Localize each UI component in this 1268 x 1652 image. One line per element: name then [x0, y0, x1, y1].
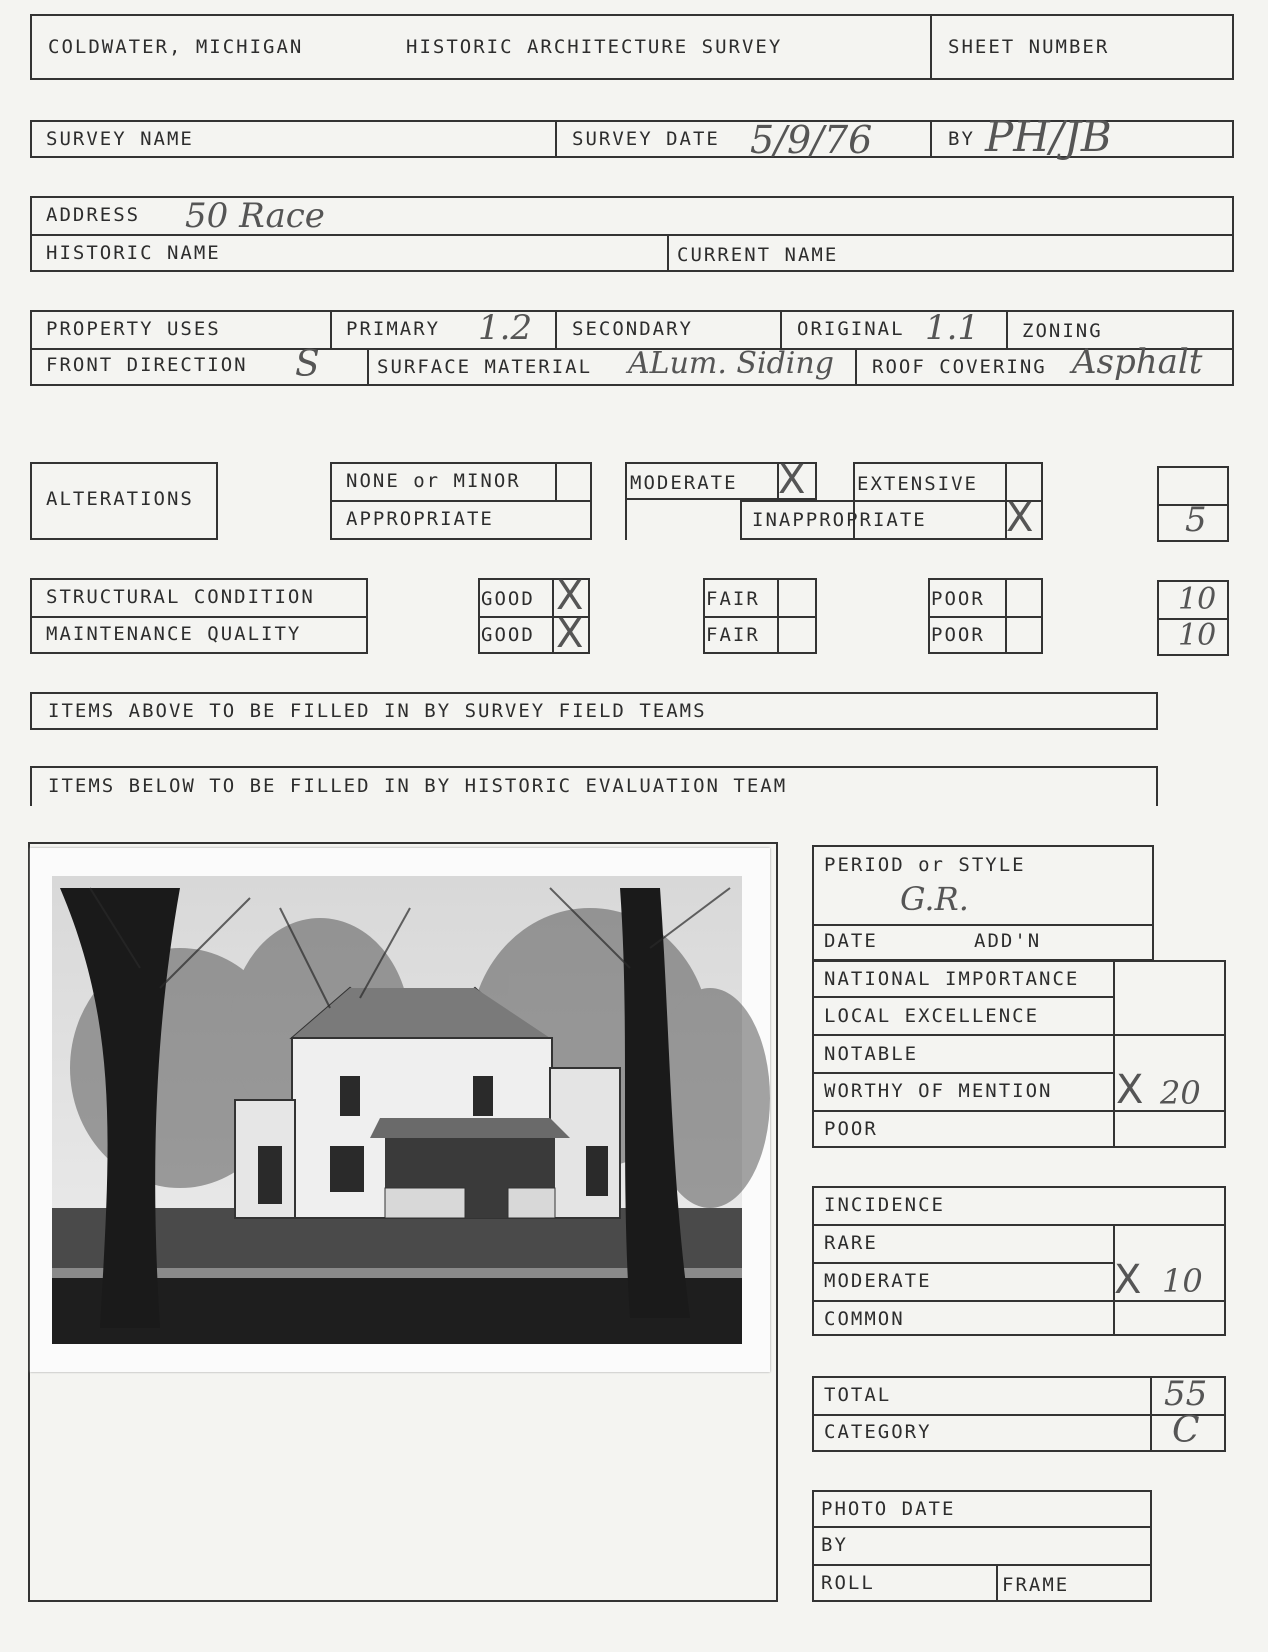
note-below: ITEMS BELOW TO BE FILLED IN BY HISTORIC EVALUATION TEAM — [48, 775, 788, 797]
maintenance-fair: FAIR — [706, 624, 760, 646]
condition-label-mid — [30, 616, 368, 618]
survey-date-value: 5/9/76 — [750, 118, 873, 162]
property-div2 — [555, 310, 557, 348]
worthy-mark: X — [1116, 1067, 1144, 1113]
importance-poor: POOR — [824, 1118, 878, 1140]
importance-row1 — [812, 996, 1114, 998]
totals-mid — [812, 1414, 1226, 1416]
header-title: HISTORIC ARCHITECTURE SURVEY — [406, 36, 783, 58]
alterations-appropriate: APPROPRIATE — [346, 508, 494, 530]
survey-date-label: SURVEY DATE — [572, 128, 720, 150]
photo-roll-label: ROLL — [821, 1572, 875, 1594]
structural-fair: FAIR — [706, 588, 760, 610]
total-value: 55 — [1164, 1374, 1208, 1414]
importance-row3 — [812, 1072, 1114, 1074]
incidence-moderate-mark: X — [1114, 1257, 1142, 1303]
surface-material-value: ALum. Siding — [628, 346, 834, 381]
structural-poor: POOR — [931, 588, 985, 610]
historic-name-label: HISTORIC NAME — [46, 242, 221, 264]
photo-date-label: PHOTO DATE — [821, 1498, 956, 1520]
structural-condition-label: STRUCTURAL CONDITION — [46, 586, 315, 608]
structural-score: 10 — [1178, 582, 1217, 617]
survey-by-label: BY — [948, 128, 975, 150]
maintenance-good: GOOD — [481, 624, 535, 646]
property-div1 — [330, 310, 332, 348]
maintenance-quality-label: MAINTENANCE QUALITY — [46, 623, 302, 645]
incidence-common: COMMON — [824, 1308, 905, 1330]
incidence-row3 — [812, 1300, 1226, 1302]
importance-check-col — [1113, 960, 1115, 1148]
roof-covering-value: Asphalt — [1072, 342, 1203, 382]
address-label: ADDRESS — [46, 204, 141, 226]
notable: NOTABLE — [824, 1043, 919, 1065]
alterations-inappropriate: INAPPROPRIATE — [752, 509, 927, 531]
roof-covering-label: ROOF COVERING — [872, 356, 1047, 378]
poor-check — [1005, 578, 1007, 654]
lower-bottom-edge — [28, 1600, 778, 1602]
lower-mid-edge — [776, 842, 778, 1602]
property-div4 — [1006, 310, 1008, 348]
incidence-moderate-score: 10 — [1162, 1262, 1203, 1300]
original-value: 1.1 — [925, 308, 980, 348]
primary-label: PRIMARY — [346, 318, 441, 340]
total-label: TOTAL — [824, 1384, 892, 1406]
alterations-none-check — [555, 462, 557, 500]
importance-row2 — [812, 1034, 1226, 1036]
sheet-number-label: SHEET NUMBER — [948, 36, 1110, 58]
category-value: C — [1172, 1410, 1200, 1451]
incidence-rare: RARE — [824, 1232, 878, 1254]
header-divider — [930, 14, 932, 80]
maintenance-score: 10 — [1178, 618, 1217, 653]
lower-top-edge — [28, 842, 778, 844]
front-direction-label: FRONT DIRECTION — [46, 354, 248, 376]
survey-row-div1 — [555, 120, 557, 158]
period-mid — [812, 924, 1154, 926]
property-uses-label: PROPERTY USES — [46, 318, 221, 340]
survey-row-right — [1232, 120, 1234, 158]
fair-mid — [703, 616, 817, 618]
period-label: PERIOD or STYLE — [824, 854, 1026, 876]
survey-name-label: SURVEY NAME — [46, 128, 194, 150]
structural-good: GOOD — [481, 588, 535, 610]
alterations-none-mid — [330, 500, 592, 502]
survey-by-value: PH/JB — [985, 112, 1112, 161]
alterations-none-minor: NONE or MINOR — [346, 470, 521, 492]
address-div — [667, 234, 669, 272]
building-photo — [30, 848, 770, 1372]
photo-info-row1 — [812, 1526, 1152, 1528]
address-value: 50 Race — [185, 196, 325, 236]
zoning-label: ZONING — [1022, 320, 1103, 342]
photo-by-label: BY — [821, 1534, 848, 1556]
category-label: CATEGORY — [824, 1421, 932, 1443]
alterations-label: ALTERATIONS — [46, 488, 194, 510]
incidence-row1 — [812, 1224, 1226, 1226]
worthy-of-mention: WORTHY OF MENTION — [824, 1080, 1053, 1102]
note-above: ITEMS ABOVE TO BE FILLED IN BY SURVEY FIELD TEAMS — [48, 700, 707, 722]
alterations-score: 5 — [1185, 500, 1207, 540]
incidence-row2 — [812, 1262, 1114, 1264]
worthy-score: 20 — [1160, 1074, 1201, 1112]
fair-check — [777, 578, 779, 654]
incidence-moderate: MODERATE — [824, 1270, 932, 1292]
alterations-inappropriate-mark: X — [1006, 495, 1034, 541]
alterations-extensive: EXTENSIVE — [857, 473, 978, 495]
maintenance-good-mark: X — [556, 611, 584, 657]
local-excellence: LOCAL EXCELLENCE — [824, 1005, 1040, 1027]
photo-info-row2 — [812, 1564, 1152, 1566]
current-name-label: CURRENT NAME — [677, 244, 839, 266]
surface-material-label: SURFACE MATERIAL — [377, 356, 593, 378]
property-div5 — [367, 348, 369, 386]
period-value: G.R. — [900, 880, 969, 918]
secondary-label: SECONDARY — [572, 318, 693, 340]
photo-frame-label: FRAME — [1002, 1574, 1070, 1596]
totals-value-col — [1150, 1376, 1152, 1452]
survey-row-left — [30, 120, 32, 158]
poor-mid — [928, 616, 1043, 618]
alterations-moderate-mark: X — [778, 457, 806, 503]
incidence-label: INCIDENCE — [824, 1194, 945, 1216]
structural-good-mark: X — [556, 573, 584, 619]
good-check — [552, 578, 554, 654]
survey-row-div2 — [930, 120, 932, 158]
house-photo-image — [30, 848, 770, 1372]
property-div6 — [855, 348, 857, 386]
photo-info-frame-div — [996, 1564, 998, 1602]
national-importance: NATIONAL IMPORTANCE — [824, 968, 1080, 990]
alterations-connector — [625, 500, 627, 540]
maintenance-poor: POOR — [931, 624, 985, 646]
primary-value: 1.2 — [478, 308, 533, 348]
property-div3 — [780, 310, 782, 348]
addn-label: ADD'N — [974, 930, 1042, 952]
original-label: ORIGINAL — [797, 318, 905, 340]
alterations-moderate: MODERATE — [630, 472, 738, 494]
front-direction-value: S — [295, 344, 320, 385]
header-city: COLDWATER, MICHIGAN — [48, 36, 304, 58]
date-label: DATE — [824, 930, 878, 952]
